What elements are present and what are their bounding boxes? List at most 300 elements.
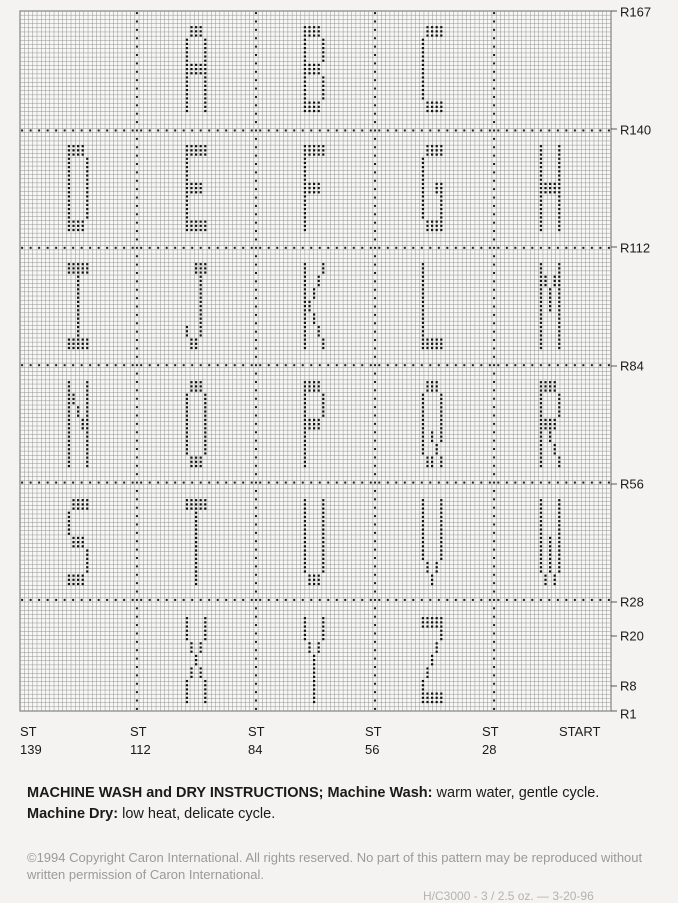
section-divider-dot	[463, 364, 465, 366]
section-divider-dot	[255, 498, 257, 500]
section-divider-dot	[255, 289, 257, 291]
section-divider-dot	[21, 247, 23, 249]
section-divider-dot	[599, 247, 601, 249]
section-divider-dot	[489, 129, 491, 131]
section-divider-dot	[136, 658, 138, 660]
section-divider-dot	[242, 364, 244, 366]
section-divider-dot	[136, 364, 138, 366]
section-divider-dot	[136, 297, 138, 299]
section-divider-dot	[344, 129, 346, 131]
section-divider-dot	[493, 129, 495, 131]
section-divider-dot	[136, 700, 138, 702]
section-divider-dot	[370, 482, 372, 484]
section-divider-dot	[276, 599, 278, 601]
section-divider-dot	[255, 306, 257, 308]
section-divider-dot	[374, 230, 376, 232]
section-divider-dot	[493, 322, 495, 324]
section-divider-dot	[191, 129, 193, 131]
section-divider-dot	[374, 641, 376, 643]
section-divider-dot	[540, 364, 542, 366]
section-divider-dot	[493, 46, 495, 48]
section-divider-dot	[89, 599, 91, 601]
section-divider-dot	[310, 364, 312, 366]
section-divider-dot	[493, 607, 495, 609]
wash-text: warm water, gentle cycle.	[436, 785, 600, 801]
section-divider-dot	[136, 507, 138, 509]
section-divider-dot	[149, 129, 151, 131]
section-divider-dot	[140, 129, 142, 131]
section-divider-dot	[242, 129, 244, 131]
section-divider-dot	[493, 599, 495, 601]
section-divider-dot	[136, 616, 138, 618]
section-divider-dot	[374, 632, 376, 634]
section-divider-dot	[404, 482, 406, 484]
section-divider-dot	[493, 565, 495, 567]
section-divider-dot	[531, 599, 533, 601]
stitch-label-56: ST 56	[365, 724, 382, 757]
section-divider-dot	[136, 96, 138, 98]
section-divider-dot	[361, 247, 363, 249]
section-divider-dot	[30, 482, 32, 484]
section-divider-dot	[374, 180, 376, 182]
section-divider-dot	[106, 364, 108, 366]
section-divider-dot	[395, 129, 397, 131]
section-divider-dot	[310, 599, 312, 601]
section-divider-dot	[421, 364, 423, 366]
section-divider-dot	[255, 197, 257, 199]
section-divider-dot	[255, 280, 257, 282]
section-divider-dot	[557, 599, 559, 601]
section-divider-dot	[493, 54, 495, 56]
section-divider-dot	[255, 213, 257, 215]
section-divider-dot	[493, 473, 495, 475]
section-divider-dot	[293, 599, 295, 601]
section-divider-dot	[136, 641, 138, 643]
section-divider-dot	[374, 423, 376, 425]
section-divider-dot	[255, 700, 257, 702]
section-divider-dot	[374, 381, 376, 383]
section-divider-dot	[136, 582, 138, 584]
section-divider-dot	[493, 582, 495, 584]
section-divider-dot	[493, 272, 495, 274]
section-divider-dot	[136, 331, 138, 333]
section-divider-dot	[374, 658, 376, 660]
section-divider-dot	[608, 129, 610, 131]
section-divider-dot	[136, 79, 138, 81]
section-divider-dot	[531, 247, 533, 249]
section-divider-dot	[531, 364, 533, 366]
section-divider-dot	[463, 482, 465, 484]
section-divider-dot	[374, 549, 376, 551]
section-divider-dot	[493, 708, 495, 710]
section-divider-dot	[136, 448, 138, 450]
start-label: START	[559, 724, 601, 739]
section-divider-dot	[374, 113, 376, 115]
section-divider-dot	[493, 498, 495, 500]
section-divider-dot	[208, 247, 210, 249]
section-divider-dot	[259, 599, 261, 601]
section-divider-dot	[374, 339, 376, 341]
section-divider-dot	[217, 599, 219, 601]
section-divider-dot	[115, 129, 117, 131]
section-divider-dot	[480, 599, 482, 601]
section-divider-dot	[374, 557, 376, 559]
section-divider-dot	[523, 482, 525, 484]
stitch-label-84: ST 84	[248, 724, 265, 757]
section-divider-dot	[136, 482, 138, 484]
wash-label: Machine Wash:	[327, 785, 433, 801]
section-divider-dot	[374, 129, 376, 131]
section-divider-dot	[489, 599, 491, 601]
section-divider-dot	[374, 213, 376, 215]
section-divider-dot	[136, 549, 138, 551]
section-divider-dot	[132, 482, 134, 484]
section-divider-dot	[514, 599, 516, 601]
section-divider-dot	[208, 482, 210, 484]
section-divider-dot	[493, 389, 495, 391]
section-divider-dot	[493, 289, 495, 291]
section-divider-dot	[136, 213, 138, 215]
section-divider-dot	[183, 364, 185, 366]
section-divider-dot	[472, 364, 474, 366]
section-divider-dot	[344, 482, 346, 484]
section-divider-dot	[455, 364, 457, 366]
section-divider-dot	[255, 180, 257, 182]
section-divider-dot	[200, 129, 202, 131]
section-divider-dot	[268, 247, 270, 249]
section-divider-dot	[136, 62, 138, 64]
section-divider-dot	[136, 599, 138, 601]
section-divider-dot	[506, 129, 508, 131]
section-divider-dot	[548, 364, 550, 366]
section-divider-dot	[493, 205, 495, 207]
section-divider-dot	[412, 599, 414, 601]
section-divider-dot	[140, 482, 142, 484]
section-divider-dot	[374, 406, 376, 408]
section-divider-dot	[506, 247, 508, 249]
section-divider-dot	[374, 523, 376, 525]
section-divider-dot	[157, 247, 159, 249]
section-divider-dot	[225, 482, 227, 484]
section-divider-dot	[136, 88, 138, 90]
section-divider-dot	[225, 247, 227, 249]
section-divider-dot	[374, 347, 376, 349]
section-divider-dot	[30, 247, 32, 249]
section-divider-dot	[455, 247, 457, 249]
section-divider-dot	[225, 129, 227, 131]
section-divider-dot	[493, 515, 495, 517]
section-divider-dot	[255, 565, 257, 567]
section-divider-dot	[497, 482, 499, 484]
section-divider-dot	[255, 12, 257, 14]
section-divider-dot	[255, 591, 257, 593]
section-divider-dot	[174, 599, 176, 601]
section-divider-dot	[149, 599, 151, 601]
section-divider-dot	[446, 599, 448, 601]
section-divider-dot	[493, 465, 495, 467]
section-divider-dot	[98, 364, 100, 366]
section-divider-dot	[374, 238, 376, 240]
section-divider-dot	[242, 482, 244, 484]
section-divider-dot	[132, 599, 134, 601]
section-divider-dot	[493, 280, 495, 282]
section-divider-dot	[374, 440, 376, 442]
section-divider-dot	[493, 96, 495, 98]
section-divider-dot	[106, 482, 108, 484]
section-divider-dot	[136, 104, 138, 106]
section-divider-dot	[493, 79, 495, 81]
section-divider-dot	[255, 71, 257, 73]
section-divider-dot	[136, 37, 138, 39]
section-divider-dot	[208, 599, 210, 601]
section-divider-dot	[72, 599, 74, 601]
section-divider-dot	[374, 431, 376, 433]
section-divider-dot	[574, 247, 576, 249]
section-divider-dot	[591, 364, 593, 366]
section-divider-dot	[123, 364, 125, 366]
section-divider-dot	[378, 129, 380, 131]
section-divider-dot	[136, 113, 138, 115]
section-divider-dot	[412, 129, 414, 131]
section-divider-dot	[480, 129, 482, 131]
section-divider-dot	[523, 129, 525, 131]
section-divider-dot	[255, 507, 257, 509]
section-divider-dot	[412, 482, 414, 484]
section-divider-dot	[136, 565, 138, 567]
section-divider-dot	[472, 482, 474, 484]
section-divider-dot	[251, 129, 253, 131]
section-divider-dot	[136, 280, 138, 282]
section-divider-dot	[136, 322, 138, 324]
section-divider-dot	[493, 171, 495, 173]
section-divider-dot	[255, 607, 257, 609]
section-divider-dot	[208, 364, 210, 366]
section-divider-dot	[21, 482, 23, 484]
section-divider-dot	[455, 129, 457, 131]
section-divider-dot	[540, 129, 542, 131]
section-divider-dot	[387, 129, 389, 131]
section-divider-dot	[302, 129, 304, 131]
section-divider-dot	[353, 247, 355, 249]
section-divider-dot	[166, 482, 168, 484]
section-divider-dot	[255, 414, 257, 416]
section-divider-dot	[582, 599, 584, 601]
section-divider-dot	[255, 632, 257, 634]
section-divider-dot	[38, 129, 40, 131]
section-divider-dot	[374, 565, 376, 567]
section-divider-dot	[493, 255, 495, 257]
section-divider-dot	[293, 129, 295, 131]
section-divider-dot	[374, 649, 376, 651]
section-divider-dot	[374, 188, 376, 190]
section-divider-dot	[574, 364, 576, 366]
section-divider-dot	[157, 482, 159, 484]
section-divider-dot	[374, 599, 376, 601]
section-divider-dot	[132, 364, 134, 366]
section-divider-dot	[374, 448, 376, 450]
section-divider-dot	[89, 247, 91, 249]
section-divider-dot	[429, 599, 431, 601]
section-divider-dot	[136, 683, 138, 685]
section-divider-dot	[268, 129, 270, 131]
section-divider-dot	[259, 482, 261, 484]
section-divider-dot	[89, 364, 91, 366]
section-divider-dot	[242, 247, 244, 249]
section-divider-dot	[493, 658, 495, 660]
section-divider-dot	[191, 364, 193, 366]
section-divider-dot	[234, 247, 236, 249]
section-divider-dot	[55, 247, 57, 249]
section-divider-dot	[493, 649, 495, 651]
section-divider-dot	[72, 364, 74, 366]
section-divider-dot	[361, 129, 363, 131]
section-divider-dot	[255, 482, 257, 484]
section-divider-dot	[255, 138, 257, 140]
section-divider-dot	[136, 255, 138, 257]
section-divider-dot	[429, 482, 431, 484]
section-divider-dot	[149, 482, 151, 484]
section-divider-dot	[557, 482, 559, 484]
section-divider-dot	[255, 616, 257, 618]
section-divider-dot	[374, 46, 376, 48]
section-divider-dot	[255, 238, 257, 240]
section-divider-dot	[276, 247, 278, 249]
section-divider-dot	[472, 247, 474, 249]
section-divider-dot	[591, 129, 593, 131]
section-divider-dot	[472, 129, 474, 131]
section-divider-dot	[353, 482, 355, 484]
section-divider-dot	[574, 599, 576, 601]
section-divider-dot	[47, 364, 49, 366]
section-divider-dot	[455, 599, 457, 601]
section-divider-dot	[574, 482, 576, 484]
section-divider-dot	[136, 356, 138, 358]
section-divider-dot	[374, 373, 376, 375]
section-divider-dot	[374, 666, 376, 668]
section-divider-dot	[395, 482, 397, 484]
section-divider-dot	[493, 632, 495, 634]
section-divider-dot	[404, 129, 406, 131]
section-divider-dot	[497, 364, 499, 366]
section-divider-dot	[493, 456, 495, 458]
section-divider-dot	[378, 599, 380, 601]
section-divider-dot	[255, 113, 257, 115]
section-divider-dot	[136, 540, 138, 542]
section-divider-dot	[582, 247, 584, 249]
section-divider-dot	[493, 163, 495, 165]
section-divider-dot	[191, 247, 193, 249]
section-divider-dot	[183, 482, 185, 484]
section-divider-dot	[531, 482, 533, 484]
section-divider-dot	[255, 465, 257, 467]
section-divider-dot	[255, 708, 257, 710]
section-divider-dot	[493, 557, 495, 559]
section-divider-dot	[183, 599, 185, 601]
section-divider-dot	[493, 104, 495, 106]
section-divider-dot	[310, 482, 312, 484]
section-divider-dot	[374, 37, 376, 39]
section-divider-dot	[353, 364, 355, 366]
section-divider-dot	[404, 364, 406, 366]
section-divider-dot	[493, 213, 495, 215]
section-divider-dot	[374, 121, 376, 123]
section-divider-dot	[421, 599, 423, 601]
dry-text: low heat, delicate cycle.	[122, 806, 276, 822]
section-divider-dot	[438, 364, 440, 366]
section-divider-dot	[136, 129, 138, 131]
section-divider-dot	[98, 129, 100, 131]
section-divider-dot	[327, 482, 329, 484]
section-divider-dot	[374, 205, 376, 207]
section-divider-dot	[438, 599, 440, 601]
section-divider-dot	[191, 482, 193, 484]
section-divider-dot	[255, 54, 257, 56]
section-divider-dot	[38, 482, 40, 484]
section-divider-dot	[200, 247, 202, 249]
section-divider-dot	[336, 247, 338, 249]
section-divider-dot	[493, 138, 495, 140]
section-divider-dot	[493, 674, 495, 676]
row-label-r84: R84	[620, 358, 644, 374]
section-divider-dot	[374, 155, 376, 157]
section-divider-dot	[38, 599, 40, 601]
section-divider-dot	[136, 264, 138, 266]
section-divider-dot	[493, 574, 495, 576]
section-divider-dot	[493, 683, 495, 685]
section-divider-dot	[136, 649, 138, 651]
section-divider-dot	[200, 482, 202, 484]
section-divider-dot	[493, 666, 495, 668]
section-divider-dot	[336, 482, 338, 484]
section-divider-dot	[123, 482, 125, 484]
section-divider-dot	[565, 129, 567, 131]
section-divider-dot	[493, 423, 495, 425]
section-divider-dot	[565, 599, 567, 601]
section-divider-dot	[374, 79, 376, 81]
section-divider-dot	[493, 406, 495, 408]
section-divider-dot	[497, 247, 499, 249]
section-divider-dot	[374, 683, 376, 685]
section-divider-dot	[327, 599, 329, 601]
section-divider-dot	[421, 482, 423, 484]
section-divider-dot	[136, 532, 138, 534]
dry-label: Machine Dry:	[27, 806, 119, 822]
section-divider-dot	[259, 129, 261, 131]
section-divider-dot	[166, 599, 168, 601]
row-label-r8: R8	[620, 678, 637, 694]
section-divider-dot	[98, 247, 100, 249]
section-divider-dot	[255, 423, 257, 425]
section-divider-dot	[374, 297, 376, 299]
section-divider-dot	[255, 104, 257, 106]
section-divider-dot	[136, 171, 138, 173]
section-divider-dot	[557, 129, 559, 131]
section-divider-dot	[493, 532, 495, 534]
section-divider-dot	[251, 247, 253, 249]
section-divider-dot	[293, 482, 295, 484]
section-divider-dot	[293, 364, 295, 366]
section-divider-dot	[268, 364, 270, 366]
section-divider-dot	[404, 247, 406, 249]
product-code: H/C3000 - 3 / 2.5 oz. — 3-20-96	[423, 889, 594, 903]
section-divider-dot	[395, 599, 397, 601]
section-divider-dot	[55, 599, 57, 601]
section-divider-dot	[255, 272, 257, 274]
section-divider-dot	[374, 20, 376, 22]
section-divider-dot	[412, 364, 414, 366]
section-divider-dot	[255, 649, 257, 651]
section-divider-dot	[446, 364, 448, 366]
